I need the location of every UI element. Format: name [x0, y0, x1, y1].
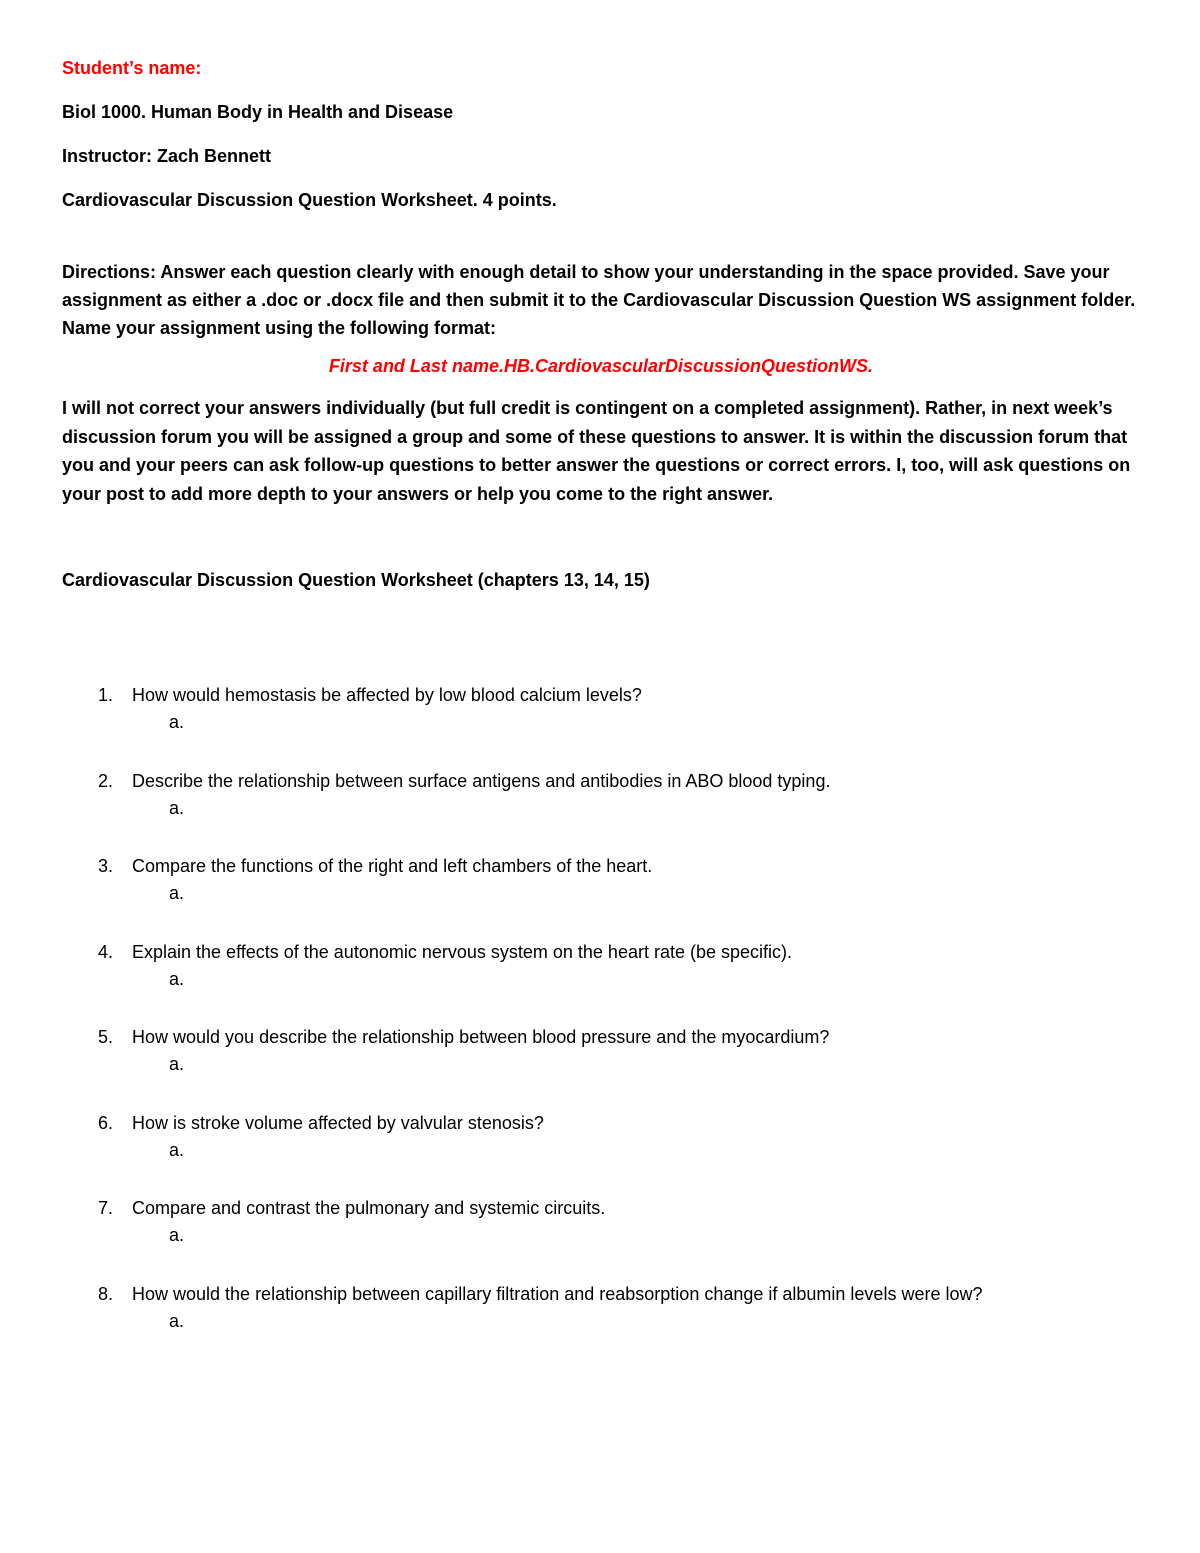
- question-number: 6.: [98, 1112, 114, 1133]
- answer-marker: a.: [169, 1054, 185, 1074]
- question-list: [62, 681, 1140, 1365]
- question-item: [62, 1023, 1140, 1109]
- question-text: Describe the relationship between surface antigens and antibodies in ABO blood typing.: [132, 770, 831, 791]
- question-text: Compare the functions of the right and left chambers of the heart.: [132, 856, 653, 876]
- student-name-label: Student’s name:: [62, 58, 202, 78]
- directions-paragraph: Directions: Answer each question clearly with enough detail to show your understanding in the space provided. Save your assignment as either a .doc or .docx file and then submit it to the Cardiovascular Discussion Question WS assignment folder. Name your assignment using the following format:: [62, 262, 1136, 338]
- answer-marker: a.: [169, 1225, 185, 1245]
- answer-marker: a.: [169, 1139, 185, 1160]
- question-item: [62, 1109, 1140, 1195]
- worksheet-title: Cardiovascular Discussion Question Worksheet (chapters 13, 14, 15): [62, 570, 650, 590]
- question-item: [62, 1194, 1140, 1280]
- answer-marker: a.: [169, 797, 185, 818]
- document-page: [62, 54, 1140, 1331]
- question-text: How is stroke volume affected by valvular stenosis?: [132, 1112, 544, 1133]
- question-item: [62, 767, 1140, 853]
- question-item: [62, 681, 1140, 767]
- question-number: 2.: [98, 770, 114, 791]
- answer-marker: a.: [169, 1310, 185, 1331]
- question-text: How would hemostasis be affected by low blood calcium levels?: [132, 685, 642, 705]
- question-text: Compare and contrast the pulmonary and systemic circuits.: [132, 1198, 606, 1218]
- question-number: 4.: [98, 941, 114, 962]
- question-number: 3.: [98, 856, 114, 876]
- question-text: Explain the effects of the autonomic nervous system on the heart rate (be specific).: [132, 941, 793, 962]
- question-item: [62, 852, 1140, 938]
- worksheet-points-line: Cardiovascular Discussion Question Worksheet. 4 points.: [62, 190, 557, 210]
- question-item: [62, 938, 1140, 1024]
- instructor-line: Instructor: Zach Bennett: [62, 146, 272, 166]
- question-number: 7.: [98, 1198, 114, 1218]
- question-number: 5.: [98, 1027, 114, 1047]
- question-number: 1.: [98, 685, 114, 705]
- filename-format: First and Last name.HB.CardiovascularDiscussionQuestionWS.: [328, 356, 874, 376]
- answer-marker: a.: [169, 968, 185, 989]
- question-text: How would you describe the relationship between blood pressure and the myocardium?: [132, 1027, 830, 1047]
- answer-marker: a.: [169, 883, 185, 903]
- answer-marker: a.: [169, 712, 185, 732]
- question-item: [62, 1280, 1140, 1366]
- question-number: 8.: [98, 1283, 114, 1304]
- course-title: Biol 1000. Human Body in Health and Disease: [62, 102, 454, 122]
- question-text: How would the relationship between capillary filtration and reabsorption change if albumin levels were low?: [132, 1283, 983, 1304]
- grading-note: I will not correct your answers individually (but full credit is contingent on a completed assignment). Rather, in next week’s discussion forum you will be assigned a group and some of these questions to answer. It is within the discussion forum that you and your peers can ask follow-up questions to better answer the questions or correct errors. I, too, will ask questions on your post to add more depth to your answers or help you come to the right answer.: [62, 398, 1131, 504]
